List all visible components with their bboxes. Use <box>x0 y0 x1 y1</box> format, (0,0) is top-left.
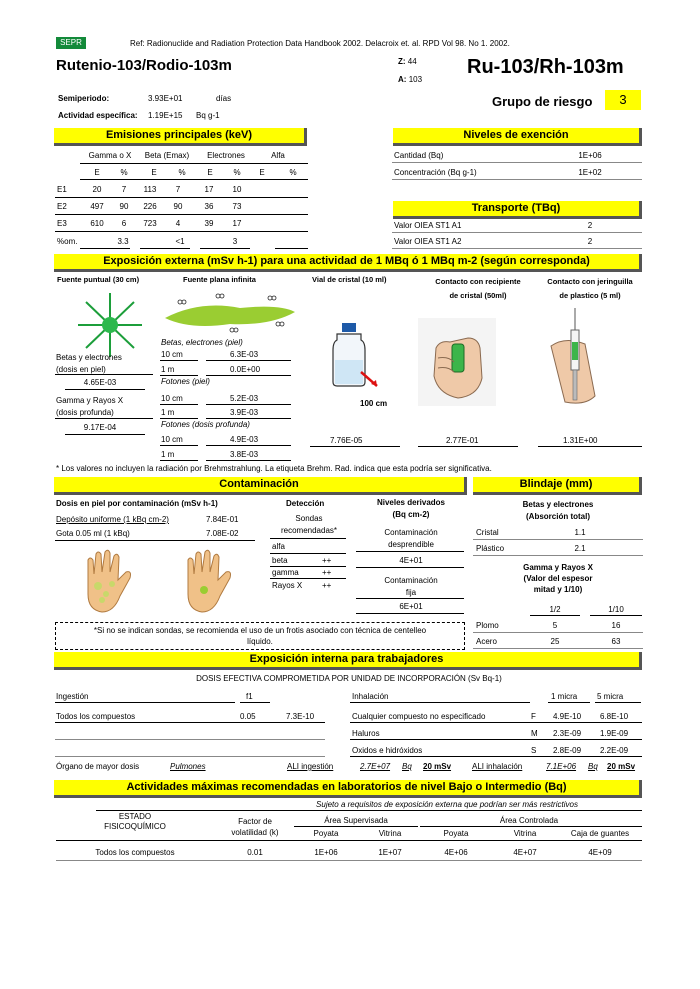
plane-photon-deep-title: Fotones (dosis profunda) <box>161 420 250 429</box>
vial-distance: 100 cm <box>360 399 388 408</box>
row-label-other: %om. <box>57 237 78 246</box>
factor-header <box>215 816 295 838</box>
gamma-shielding-title-1: Gamma y Rayos X <box>523 563 593 572</box>
cell: 17 <box>204 185 214 194</box>
deep-dose-value: 9.17E-04 <box>83 423 117 432</box>
group-beta: Beta (Emax) <box>144 151 190 160</box>
ingestion-label: Ingestión <box>56 692 89 701</box>
inhalation-1micra: 2.8E-09 <box>553 746 582 755</box>
cell: 36 <box>204 202 214 211</box>
ali-ingestion-label: ALI ingestión <box>287 762 334 771</box>
cell: 73 <box>232 202 242 211</box>
risk-group-value <box>605 90 641 110</box>
plane-distance: 1 m <box>161 408 175 417</box>
subheader: E <box>151 168 157 177</box>
fixed-label-1: Contaminación <box>384 576 438 585</box>
subheader: % <box>289 168 297 177</box>
a-value: 103 <box>408 75 423 84</box>
ingestion-compound: Todos los compuestos <box>56 712 136 721</box>
risk-group-number: 3 <box>619 92 627 107</box>
half-life-unit: días <box>216 94 232 103</box>
probes-title <box>268 513 350 537</box>
cell: 610 <box>90 219 104 228</box>
organ-label: Órgano de mayor dosis <box>56 762 140 771</box>
col-glovebox: Caja de guantes <box>570 829 630 838</box>
factor-header-2: volatilidad (k) <box>231 828 279 837</box>
col-recipient-line1: Contacto con recipiente <box>435 277 521 286</box>
plane-photon-skin-title: Fotones (piel) <box>161 377 210 386</box>
ali-ingestion-value: 2.7E+07 <box>360 762 391 771</box>
drop-contaminated-hand-icon <box>178 548 240 618</box>
plane-distance: 10 cm <box>161 394 183 403</box>
exemption-label: Cantidad (Bq) <box>394 151 444 160</box>
lab-state: Todos los compuestos <box>95 848 175 857</box>
cell: 10 <box>232 185 242 194</box>
state-header-1: ESTADO <box>118 812 152 821</box>
probe-name: beta <box>272 556 288 565</box>
lab-value: 4E+07 <box>513 848 537 857</box>
derived-title-2: (Bq cm-2) <box>392 510 430 519</box>
plane-distance: 1 m <box>161 365 175 374</box>
cell: 6 <box>121 219 127 228</box>
risk-group-label: Grupo de riesgo <box>492 94 593 109</box>
skin-dose-value: 4.65E-03 <box>83 378 117 387</box>
tenth-value: 63 <box>611 637 621 646</box>
lab-value: 1E+07 <box>378 848 402 857</box>
labs-subject: Sujeto a requisitos de exposición externa que podrían ser más restrictivos <box>316 800 578 809</box>
gamma-shielding-title-3: mitad y 1/10) <box>533 585 583 594</box>
removable-label <box>356 527 466 551</box>
emissions-title <box>54 128 307 146</box>
inhalation-type: M <box>531 729 538 738</box>
inhalation-1micra: 4.9E-10 <box>553 712 582 721</box>
plane-value: 6.3E-03 <box>230 350 259 359</box>
plane-value: 0.0E+00 <box>230 365 261 374</box>
cell: 90 <box>173 202 183 211</box>
skin-dose-label <box>56 352 122 376</box>
activity-value: 1.19E+15 <box>148 111 183 120</box>
ali-ingestion-unit: Bq <box>402 762 412 771</box>
point-source-icon <box>70 290 150 360</box>
shielding-title-text: Blindaje (mm) <box>519 478 593 490</box>
inhalation-compound: Haluros <box>352 729 380 738</box>
plane-distance: 1 m <box>161 450 175 459</box>
probe-mark: ++ <box>322 556 332 565</box>
fixed-label-2: fija <box>405 588 417 597</box>
contaminated-hand-icon <box>78 548 140 618</box>
gamma-shielding-title <box>473 562 643 595</box>
plane-beta-title: Betas, electrones (piel) <box>161 338 243 347</box>
transport-label: Valor OIEA ST1 A1 <box>394 221 462 230</box>
transport-value: 2 <box>587 221 593 230</box>
cell: 7 <box>121 185 127 194</box>
contamination-title <box>54 477 467 495</box>
syringe-icon <box>545 306 605 408</box>
probe-mark: ++ <box>322 568 332 577</box>
factor-header-1: Factor de <box>238 817 272 826</box>
col-vial: Vial de cristal (10 ml) <box>312 275 387 284</box>
internal-title <box>54 652 642 670</box>
half-value: 5 <box>552 621 558 630</box>
ali-inhalation-dose: 20 mSv <box>607 762 636 771</box>
col-point-source: Fuente puntual (30 cm) <box>57 275 140 284</box>
row-label-e2: E2 <box>57 202 67 211</box>
probe-mark: ++ <box>322 581 332 590</box>
removable-label-1: Contaminación <box>384 528 438 537</box>
plane-value: 3.9E-03 <box>230 408 259 417</box>
subheader: E <box>259 168 265 177</box>
emissions-title-text: Emisiones principales (keV) <box>105 129 253 141</box>
shielding-material: Plomo <box>476 621 499 630</box>
cell: 17 <box>232 219 242 228</box>
plane-source-icon <box>160 290 300 335</box>
contamination-value: 7.08E-02 <box>206 529 239 538</box>
labs-title <box>54 780 642 798</box>
deep-dose-label-1: Gamma y Rayos X <box>56 396 124 405</box>
probes-note-2: líquido. <box>247 637 273 646</box>
sepr-badge <box>56 37 86 49</box>
col-poyata: Poyata <box>443 829 469 838</box>
skin-dose-label-2: (dosis en piel) <box>56 365 106 374</box>
cell: <1 <box>175 237 185 246</box>
syringe-value: 1.31E+00 <box>563 436 598 445</box>
a-label: A: <box>398 75 407 84</box>
probes-title-2: recomendadas* <box>280 526 338 535</box>
col-syringe <box>535 275 645 303</box>
activity-label: Actividad específica: <box>58 111 138 120</box>
lab-value: 1E+06 <box>314 848 338 857</box>
supervised-area: Área Supervisada <box>324 816 388 825</box>
organ-value: Pulmones <box>170 762 206 771</box>
ali-ingestion-dose: 20 mSv <box>423 762 452 771</box>
cell: 3 <box>232 237 238 246</box>
subheader: E <box>94 168 100 177</box>
shielding-material: Plástico <box>476 544 505 553</box>
plane-value: 4.9E-03 <box>230 435 259 444</box>
z-label: Z: <box>398 57 406 66</box>
reference: Ref: Radionuclide and Radiation Protection Data Handbook 2002. Delacroix et. al. RPD Vol 98. No 1. 2002. <box>130 39 510 48</box>
derived-title-1: Niveles derivados <box>376 498 446 507</box>
cell: 226 <box>143 202 157 211</box>
row-label-e1: E1 <box>57 185 67 194</box>
half-life-value: 3.93E+01 <box>148 94 183 103</box>
controlled-area: Área Controlada <box>499 816 559 825</box>
inhalation-compound: Cualquier compuesto no especificado <box>352 712 486 721</box>
shielding-value: 1.1 <box>574 528 586 537</box>
group-electrons: Electrones <box>207 151 245 160</box>
fixed-value: 6E+01 <box>399 602 423 611</box>
plane-value: 5.2E-03 <box>230 394 259 403</box>
nuclide-symbol: Ru-103/Rh-103m <box>467 56 624 78</box>
contamination-label: Depósito uniforme (1 kBq cm-2) <box>56 515 169 524</box>
exemption-label: Concentración (Bq g-1) <box>394 168 477 177</box>
internal-title-text: Exposición interna para trabajadores <box>249 653 444 665</box>
z-value: 44 <box>407 57 417 66</box>
cell: 3.3 <box>117 237 129 246</box>
f1-label: f1 <box>246 692 253 701</box>
col-5-micra: 5 micra <box>597 692 624 701</box>
beta-shielding-title-2: (Absorción total) <box>526 512 590 521</box>
cell: 113 <box>143 185 157 194</box>
probe-name: gamma <box>272 568 299 577</box>
recipient-hand-icon <box>418 318 496 406</box>
inhalation-label: Inhalación <box>352 692 389 701</box>
state-header <box>80 812 190 832</box>
external-note: * Los valores no incluyen la radiación por Brehmstrahlung. La etiqueta Brehm. Rad. indica que esta podría ser significativa. <box>56 464 492 473</box>
cell: 4 <box>175 219 181 228</box>
sepr-badge-text: SEPR <box>60 38 82 47</box>
derived-levels-title <box>356 497 466 521</box>
col-vitrina: Vitrina <box>378 829 402 838</box>
removable-label-2: desprendible <box>388 540 434 549</box>
exemption-value: 1E+02 <box>578 168 602 177</box>
lab-value: 4E+06 <box>444 848 468 857</box>
labs-title-text: Actividades máximas recomendadas en laboratorios de nivel Bajo o Intermedio (Bq) <box>126 781 567 793</box>
probes-note-1: *Si no se indican sondas, se recomienda el uso de un frotis asociado con técnica de centelleo <box>93 626 427 635</box>
group-gamma: Gamma o X <box>88 151 132 160</box>
contamination-value: 7.84E-01 <box>206 515 239 524</box>
a-number <box>398 75 422 84</box>
state-header-2: FISICOQUÍMICO <box>104 822 166 831</box>
half-life-label: Semiperiodo: <box>58 94 110 103</box>
inhalation-5micra: 1.9E-09 <box>600 729 629 738</box>
external-title-text: Exposición externa (mSv h-1) para una actividad de 1 MBq ó 1 MBq m-2 (según corresponda) <box>103 255 590 267</box>
lab-value: 4E+09 <box>588 848 612 857</box>
probe-name: alfa <box>272 542 285 551</box>
ali-inhalation-label: ALI inhalación <box>472 762 523 771</box>
deep-dose-label <box>56 395 123 419</box>
ali-inhalation-unit: Bq <box>588 762 598 771</box>
shielding-material: Acero <box>476 637 497 646</box>
shielding-title <box>473 477 642 495</box>
external-title <box>54 254 642 272</box>
contamination-title-text: Contaminación <box>219 478 299 490</box>
inhalation-compound: Oxidos e hidróxidos <box>352 746 423 755</box>
skin-contamination-title: Dosis en piel por contaminación (mSv h-1) <box>56 499 218 508</box>
plane-distance: 10 cm <box>161 435 183 444</box>
transport-value: 2 <box>587 237 593 246</box>
ingestion-f1: 0.05 <box>240 712 256 721</box>
half-value: 25 <box>550 637 560 646</box>
detection-title: Detección <box>286 499 325 508</box>
probe-name: Rayos X <box>272 581 303 590</box>
inhalation-5micra: 6.8E-10 <box>600 712 629 721</box>
probes-title-1: Sondas <box>295 514 323 523</box>
cell: 497 <box>90 202 104 211</box>
beta-shielding-title <box>473 499 643 523</box>
inhalation-type: S <box>531 746 537 755</box>
inhalation-1micra: 2.3E-09 <box>553 729 582 738</box>
cell: 39 <box>204 219 214 228</box>
ali-inhalation-value: 7.1E+06 <box>546 762 577 771</box>
shielding-value: 2.1 <box>574 544 586 553</box>
plane-value: 3.8E-03 <box>230 450 259 459</box>
tenth-value: 16 <box>611 621 621 630</box>
col-vitrina: Vitrina <box>513 829 537 838</box>
fixed-label <box>356 575 466 599</box>
cell: 90 <box>119 202 129 211</box>
z-number <box>398 57 417 66</box>
internal-subtitle: DOSIS EFECTIVA COMPROMETIDA POR UNIDAD DE INCORPORACIÓN (Sv Bq-1) <box>196 674 502 683</box>
vial-value: 7.76E-05 <box>330 436 363 445</box>
exemption-title <box>393 128 642 146</box>
activity-unit: Bq g-1 <box>196 111 220 120</box>
col-syringe-line1: Contacto con jeringuilla <box>547 277 633 286</box>
cell: 723 <box>143 219 157 228</box>
group-alpha: Alfa <box>271 151 285 160</box>
exemption-value: 1E+06 <box>578 151 602 160</box>
lab-factor: 0.01 <box>247 848 263 857</box>
removable-value: 4E+01 <box>399 556 423 565</box>
transport-title <box>393 201 642 219</box>
row-label-e3: E3 <box>57 219 67 228</box>
col-plane-source: Fuente plana infinita <box>183 275 256 284</box>
subheader: % <box>233 168 241 177</box>
subheader: % <box>178 168 186 177</box>
skin-dose-label-1: Betas y electrones <box>56 353 122 362</box>
vial-icon <box>325 320 385 395</box>
tenth-value-header: 1/10 <box>608 605 624 614</box>
probes-note <box>55 622 465 650</box>
recipient-value: 2.77E-01 <box>446 436 479 445</box>
nuclide-name: Rutenio-103/Rodio-103m <box>56 57 232 74</box>
shielding-material: Cristal <box>476 528 499 537</box>
col-syringe-line2: de plastico (5 ml) <box>559 291 621 300</box>
col-1-micra: 1 micra <box>551 692 578 701</box>
col-recipient <box>418 275 538 303</box>
transport-label: Valor OIEA ST1 A2 <box>394 237 462 246</box>
subheader: E <box>207 168 213 177</box>
exemption-title-text: Niveles de exención <box>463 129 569 141</box>
cell: 7 <box>175 185 181 194</box>
ingestion-dose: 7.3E-10 <box>286 712 315 721</box>
transport-title-text: Transporte (TBq) <box>471 202 561 214</box>
inhalation-type: F <box>531 712 536 721</box>
col-poyata: Poyata <box>313 829 339 838</box>
inhalation-5micra: 2.2E-09 <box>600 746 629 755</box>
beta-shielding-title-1: Betas y electrones <box>522 500 594 509</box>
deep-dose-label-2: (dosis profunda) <box>56 408 114 417</box>
subheader: % <box>120 168 128 177</box>
half-value-header: 1/2 <box>549 605 561 614</box>
gamma-shielding-title-2: (Valor del espesor <box>523 574 593 583</box>
plane-distance: 10 cm <box>161 350 183 359</box>
col-recipient-line2: de cristal (50ml) <box>449 291 507 300</box>
cell: 20 <box>92 185 102 194</box>
contamination-label: Gota 0.05 ml (1 kBq) <box>56 529 130 538</box>
